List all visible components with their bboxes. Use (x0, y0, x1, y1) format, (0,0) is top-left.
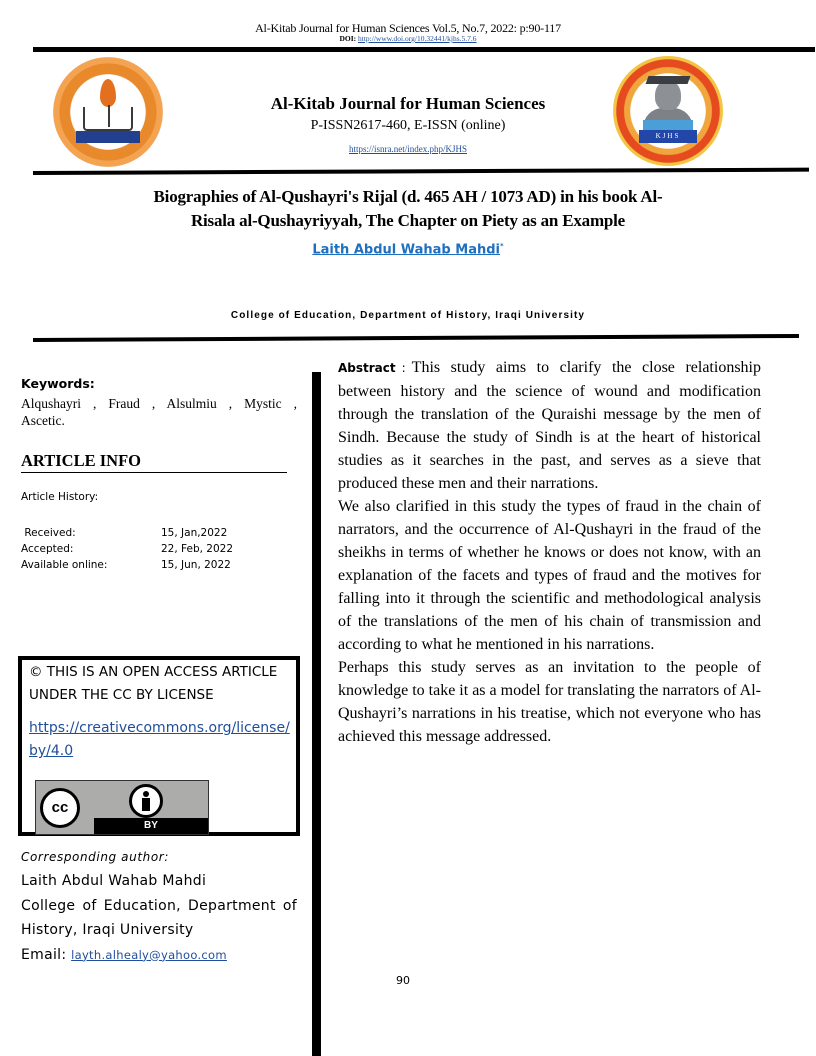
author-name (0, 242, 816, 257)
license-notice (29, 661, 299, 707)
history-label: Accepted: (21, 543, 74, 555)
attribution-person-icon (129, 784, 163, 818)
keywords-list: Alqushayri , Fraud , Alsulmiu , Mystic , Ascetic. (21, 396, 297, 428)
graduation-cap-icon (646, 76, 691, 84)
article-info-heading: ARTICLE INFO (21, 451, 287, 473)
license-link[interactable]: https://creativecommons.org/license/by/4.0 (29, 720, 290, 759)
license-url (29, 717, 291, 763)
email-label: Email: (21, 946, 72, 963)
history-row-available-online (21, 559, 301, 571)
author-link[interactable]: Laith Abdul Wahab Mahdi (312, 242, 500, 258)
author-footnote-mark: * (499, 242, 504, 250)
doi-line (0, 34, 816, 43)
email-link[interactable]: layth.alhealy@yahoo.com (71, 947, 227, 962)
creative-commons-icon: cc (40, 788, 80, 828)
doi-link[interactable]: http://www.doi.org/10.32441/kjhs.5.7.6 (358, 34, 477, 43)
journal-title: Al-Kitab Journal for Human Sciences (270, 94, 546, 113)
abstract-text-1: This study aims to clarify the close relationship between history and the science of wound and modification through the translation of the Quraishi message by the men of Sindh. Because the study of Sindh is at the heart of historical studies as it searches in the past, and serves as a sieve that produced these men and their narrations. (338, 359, 761, 492)
paper-title-line-1: Biographies of Al-Qushayri's Rijal (d. 465 AH / 1073 AD) in his book Al- (153, 187, 663, 206)
article-history-label: Article History: (21, 491, 99, 503)
abstract-separator: : (401, 361, 406, 375)
corresponding-author-details (21, 869, 297, 967)
top-rule-divider (33, 47, 815, 52)
abstract-label: Abstract (338, 361, 396, 375)
history-date: 15, Jan,2022 (161, 527, 228, 539)
abstract-paragraph-2: We also clarified in this study the types of fraud in the chain of narrators, and the occurrence of Al-Qushayri in the fraud of the sheikhs in terms of whether he knows or does not know, with an explanation of the facets and types of fraud and the motives for falling into it through the scientific and methodological analysis of the translations of the men of his chain of transmission and according to what he mentioned in his narrations. (338, 498, 761, 653)
kjhs-ribbon: KJHS (639, 130, 697, 143)
history-date: 22, Feb, 2022 (161, 543, 234, 555)
journal-issn: P-ISSN2617-460, E-ISSN (online) (310, 118, 506, 133)
paper-title-line-2: Risala al-Qushayriyyah, The Chapter on Piety as an Example (190, 211, 626, 230)
journal-url-link[interactable]: https://isnra.net/index.php/KJHS (349, 144, 467, 154)
corresponding-author-email (21, 943, 297, 968)
history-date: 15, Jun, 2022 (161, 559, 231, 571)
abstract-paragraph-1 (338, 356, 761, 495)
section-rule-divider (33, 334, 799, 342)
history-row-received (21, 527, 301, 539)
corresponding-author-affiliation-2: History, Iraqi University (21, 922, 194, 938)
author-affiliation: College of Education, Department of History, Iraqi University (230, 310, 586, 321)
paper-title (80, 185, 736, 233)
header-rule-divider (33, 168, 809, 175)
abstract-section (338, 356, 761, 748)
cc-by-badge-icon[interactable] (35, 780, 209, 835)
journal-citation: Al-Kitab Journal for Human Sciences Vol.5, No.7, 2022: p:90-117 (255, 21, 561, 35)
column-separator-bar (312, 372, 321, 1056)
history-label: Received: (21, 527, 76, 539)
doi-label: DOI: (339, 34, 357, 43)
keywords-label: Keywords: (21, 376, 95, 391)
corresponding-author-label: Corresponding author: (21, 850, 169, 864)
history-row-accepted (21, 543, 301, 555)
license-notice-line-1: © THIS IS AN OPEN ACCESS ARTICLE (29, 664, 278, 680)
corresponding-author-name: Laith Abdul Wahab Mahdi (21, 873, 207, 889)
page-number: 90 (396, 974, 410, 987)
license-notice-line-2: UNDER THE CC BY LICENSE (29, 687, 214, 703)
corresponding-author-affiliation-1: College of Education, Department of (21, 897, 297, 914)
abstract-paragraph-3: Perhaps this study serves as an invitation to the people of knowledge to take it as a model for translating the narrators of Al-Qushayri’s narrations in his treatise, which not everyone who has achieved this message addressed. (338, 659, 761, 745)
history-label: Available online: (21, 559, 108, 571)
by-label: BY (94, 818, 208, 834)
journal-url (0, 144, 816, 154)
